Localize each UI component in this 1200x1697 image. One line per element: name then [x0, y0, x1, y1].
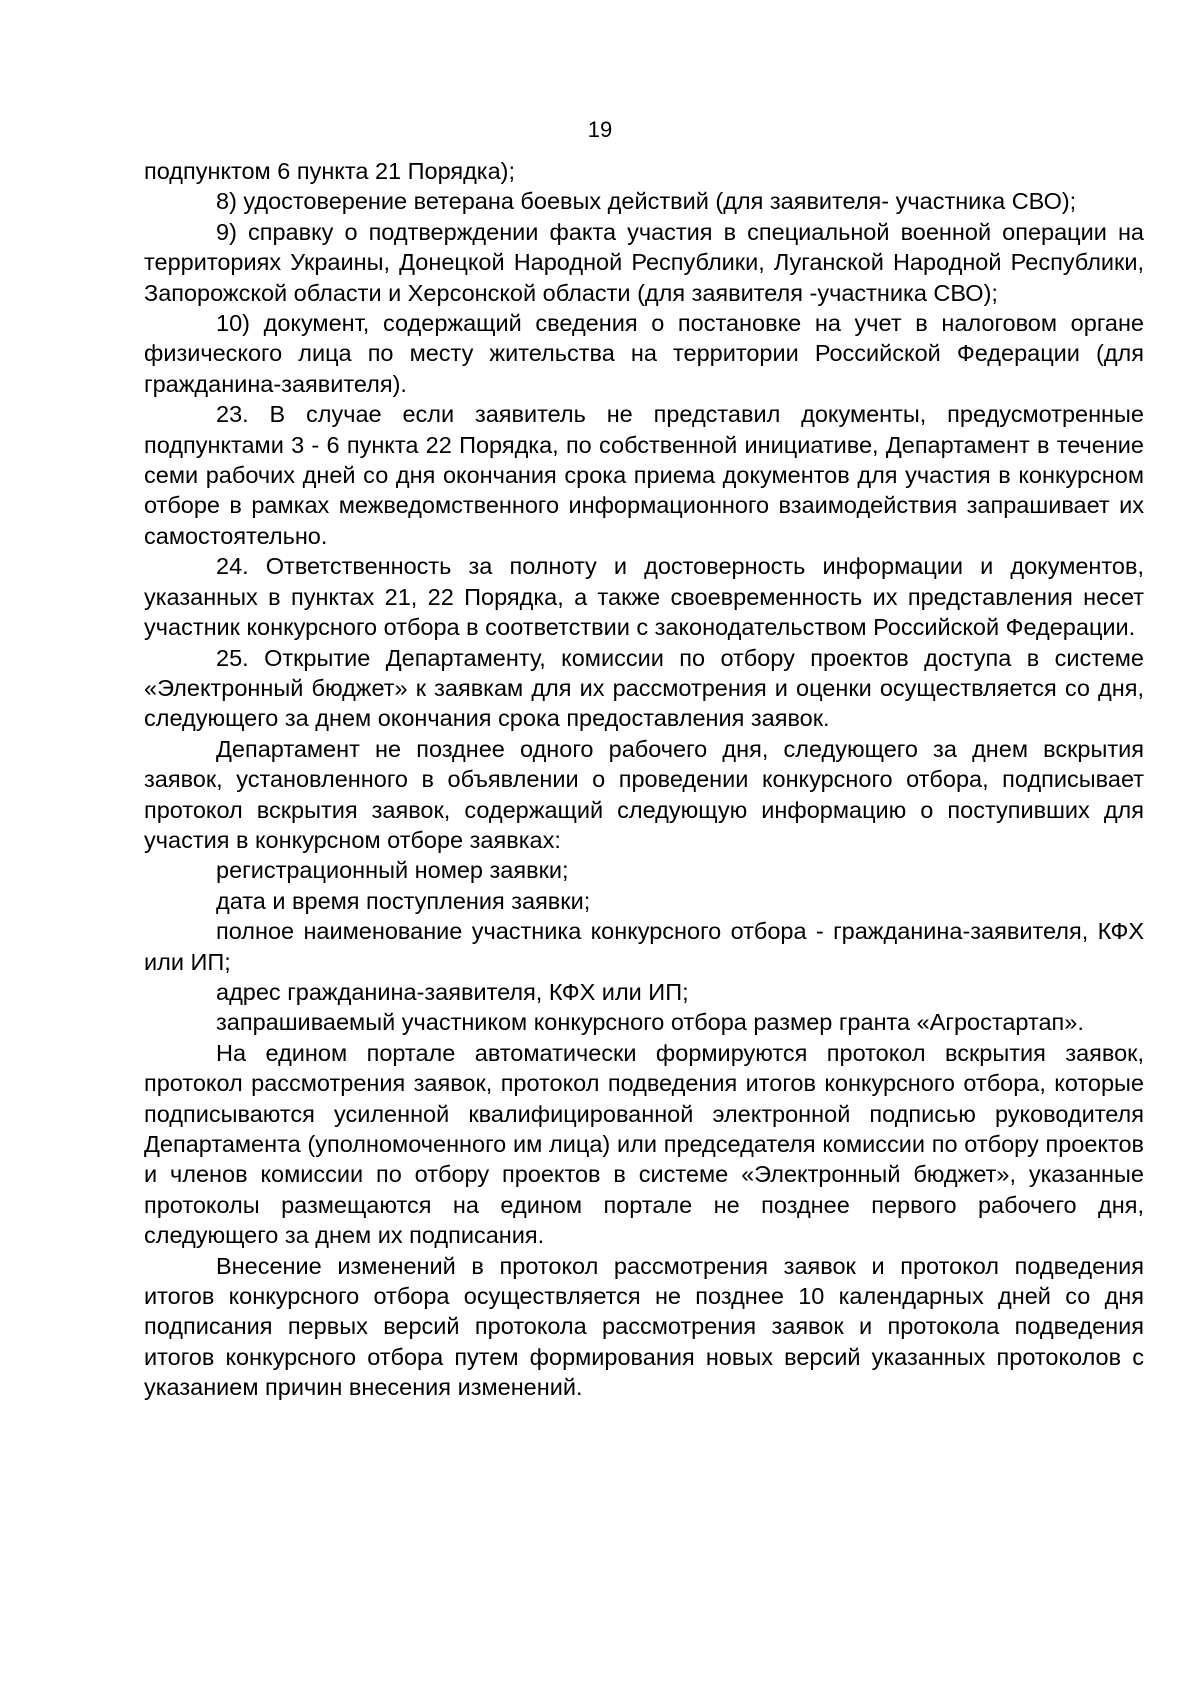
protocol-field-registration-number: регистрационный номер заявки;	[216, 857, 569, 884]
protocol-field-date-time: дата и время поступления заявки;	[216, 887, 591, 914]
paragraph-protocol-intro: Департамент не позднее одного рабочего дня, следующего за днем вскрытия заявок, установленного в объявлении о проведении конкурсного отбора, подписывает протокол вскрытия заявок, содержащий следующую информацию о поступивших для участия в конкурсном отборе заявках:	[144, 735, 1144, 853]
list-item-10: 10) документ, содержащий сведения о постановке на учет в налоговом органе физического лица по месту жительства на территории Российской Федерации (для гражданина-заявителя).	[144, 310, 1144, 397]
paragraph-continuation: подпунктом 6 пункта 21 Порядка);	[144, 158, 516, 184]
list-item-8: 8) удостоверение ветерана боевых действий (для заявителя- участника СВО);	[216, 188, 1077, 215]
clause-24: 24. Ответственность за полноту и достоверность информации и документов, указанных в пунктах 21, 22 Порядка, а также своевременность их представления несет участник конкурсного отбора в соответствии с законодательством Российской Федерации.	[144, 553, 1144, 641]
protocol-field-address: адрес гражданина-заявителя, КФХ или ИП;	[216, 978, 689, 1005]
document-body	[144, 156, 1144, 1403]
clause-23: 23. В случае если заявитель не представил документы, предусмотренные подпунктами 3 - 6 пункта 22 Порядка, по собственной инициативе, Департамент в течение семи рабочих дней со дня окончания срока приема документов для участия в конкурсном отборе в рамках межведомственного информационного взаимодействия запрашивает их самостоятельно.	[144, 401, 1144, 549]
clause-25: 25. Открытие Департаменту, комиссии по отбору проектов доступа в системе «Электронный бюджет» к заявкам для их рассмотрения и оценки осуществляется со дня, следующего за днем окончания срока предоставления заявок.	[144, 644, 1144, 732]
protocol-field-grant-size: запрашиваемый участником конкурсного отбора размер гранта «Агростартап».	[216, 1009, 1084, 1036]
paragraph-unified-portal: На едином портале автоматически формируются протокол вскрытия заявок, протокол рассмотрения заявок, протокол подведения итогов конкурсного отбора, которые подписываются усиленной квалифицированной электронной подписью руководителя Департамента (уполномоченного им лица) или председателя комиссии по отбору проектов и членов комиссии по отбору проектов в системе «Электронный бюджет», указанные протоколы размещаются на едином портале не позднее первого рабочего дня, следующего за днем их подписания.	[144, 1039, 1144, 1249]
paragraph-amendments: Внесение изменений в протокол рассмотрения заявок и протокол подведения итогов конкурсного отбора осуществляется не позднее 10 календарных дней со дня подписания первых версий протокола рассмотрения заявок и протокола подведения итогов конкурсного отбора путем формирования новых версий указанных протоколов с указанием причин внесения изменений.	[144, 1252, 1144, 1401]
protocol-field-full-name: полное наименование участника конкурсного отбора - гражданина-заявителя, КФХ или ИП;	[144, 918, 1144, 975]
page-number: 19	[587, 117, 613, 142]
list-item-9: 9) справку о подтверждении факта участия в специальной военной операции на территориях Украины, Донецкой Народной Республики, Луганской Народной Республики, Запорожской области и Херсонской области (для заявителя -участника СВО);	[144, 218, 1144, 306]
